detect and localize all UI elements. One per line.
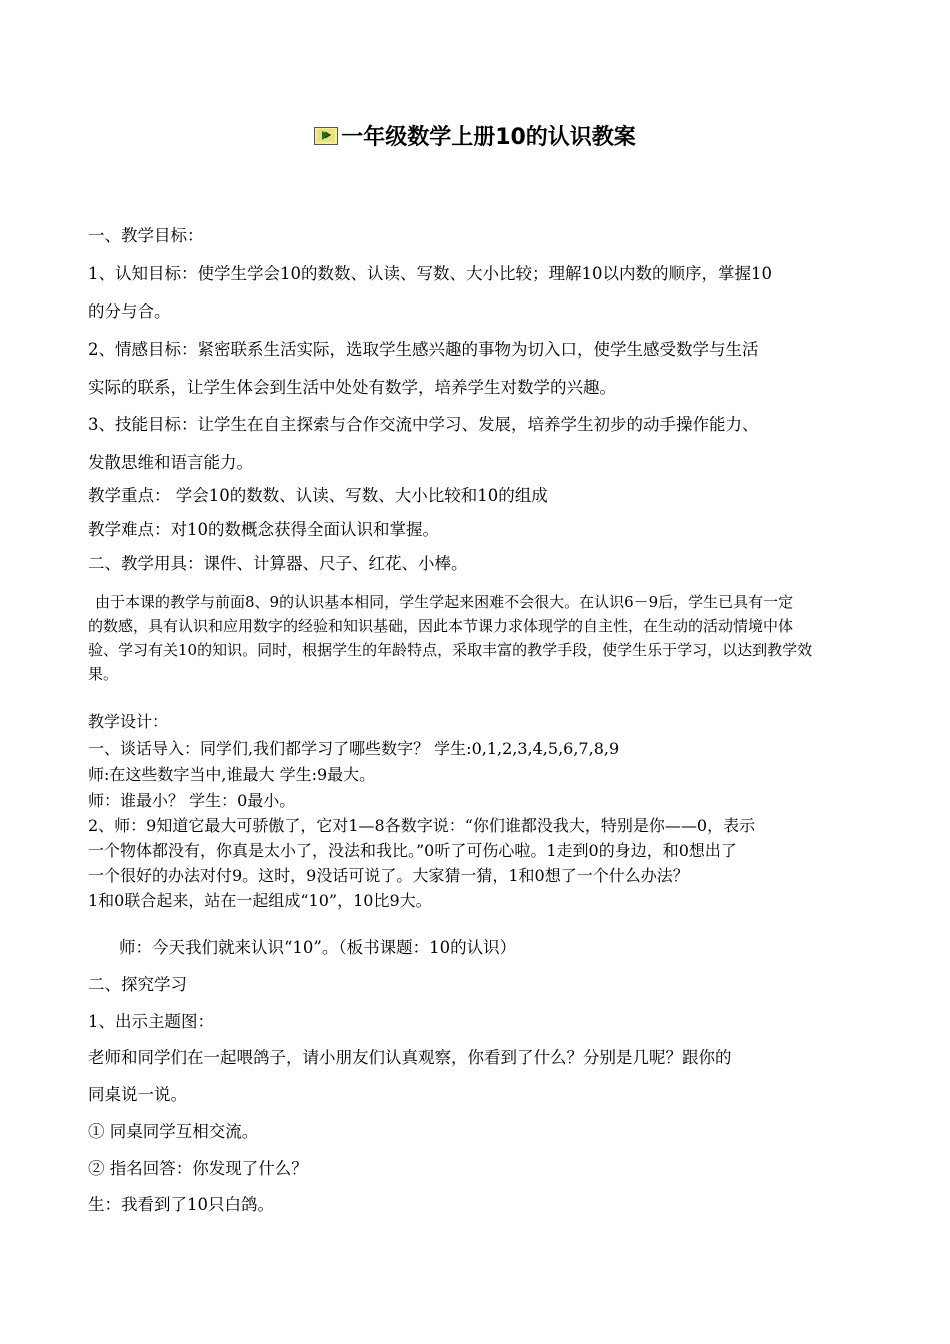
document-title: 一年级数学上册10的认识教案 (341, 125, 636, 150)
section-objectives-heading: 一、教学目标： (88, 226, 204, 245)
design-heading: 教学设计： (88, 712, 169, 731)
document-icon (314, 127, 338, 145)
objective-cognitive-cont: 的分与合。 (88, 302, 171, 321)
story-line-4: 1和0联合起来，站在一起组成“10”，10比9大。 (88, 891, 432, 910)
observation-prompt: 老师和同学们在一起喂鸽子，请小朋友们认真观察，你看到了什么？分别是几呢？跟你的 (88, 1048, 732, 1067)
story-line-2: 一个物体都没有，你真是太小了，没法和我比。”0听了可伤心啦。1走到0的身边，和0想出了 (88, 841, 737, 860)
teaching-focus: 教学重点： 学会10的数数、认读、写数、大小比较和10的组成 (88, 486, 548, 505)
student-answer: 生：我看到了10只白鸽。 (88, 1195, 274, 1214)
story-line-1: 2、师：9知道它最大可骄傲了，它对1—8各数字说：“你们谁都没我大，特别是你——0，表示 (88, 816, 756, 835)
analysis-paragraph-line-4: 果。 (88, 665, 119, 683)
analysis-paragraph-line-1: 由于本课的教学与前面8、9的认识基本相同，学生学起来困难不会很大。在认识6－9后，学生已具有一定 (95, 593, 794, 611)
design-intro-line-1: 一、谈话导入：同学们,我们都学习了哪些数字？ 学生:0,1,2,3,4,5,6,7,8,9 (88, 739, 620, 758)
objective-cognitive: 1、认知目标：使学生学会10的数数、认读、写数、大小比较；理解10以内数的顺序，掌握10 (88, 264, 772, 283)
observation-prompt-cont: 同桌说一说。 (88, 1085, 187, 1104)
section-explore-heading: 二、探究学习 (88, 975, 187, 994)
step-peer-exchange: ① 同桌同学互相交流。 (88, 1122, 259, 1141)
objective-skill: 3、技能目标：让学生在自主探索与合作交流中学习、发展，培养学生初步的动手操作能力、 (88, 415, 759, 434)
objective-emotional: 2、情感目标：紧密联系生活实际，选取学生感兴趣的事物为切入口，使学生感受数学与生活 (88, 340, 759, 359)
objective-emotional-cont: 实际的联系，让学生体会到生活中处处有数学，培养学生对数学的兴趣。 (88, 378, 616, 397)
analysis-paragraph-line-2: 的数感，具有认识和应用数字的经验和知识基础，因此本节课力求体现学的自主性，在生动的活动情境中体 (88, 617, 794, 635)
lesson-topic-line: 师：今天我们就来认识“10”。（板书课题：10的认识） (119, 938, 517, 957)
design-intro-line-2: 师:在这些数字当中,谁最大 学生:9最大。 (88, 765, 376, 784)
step-answer: ② 指名回答：你发现了什么？ (88, 1159, 308, 1178)
story-line-3: 一个很好的办法对付9。这时，9没话可说了。大家猜一猜，1和0想了一个什么办法？ (88, 866, 689, 885)
teaching-tools: 二、教学用具：课件、计算器、尺子、红花、小棒。 (88, 554, 468, 573)
objective-skill-cont: 发散思维和语言能力。 (88, 453, 253, 472)
show-theme-picture: 1、出示主题图： (88, 1012, 214, 1031)
document-title-row (0, 122, 950, 154)
design-intro-line-3: 师：谁最小？ 学生：0最小。 (88, 791, 296, 810)
analysis-paragraph-line-3: 验、学习有关10的知识。同时，根据学生的年龄特点，采取丰富的教学手段，使学生乐于学习，以达到教学效 (88, 641, 813, 659)
teaching-difficulty: 教学难点：对10的数概念获得全面认识和掌握。 (88, 520, 439, 539)
